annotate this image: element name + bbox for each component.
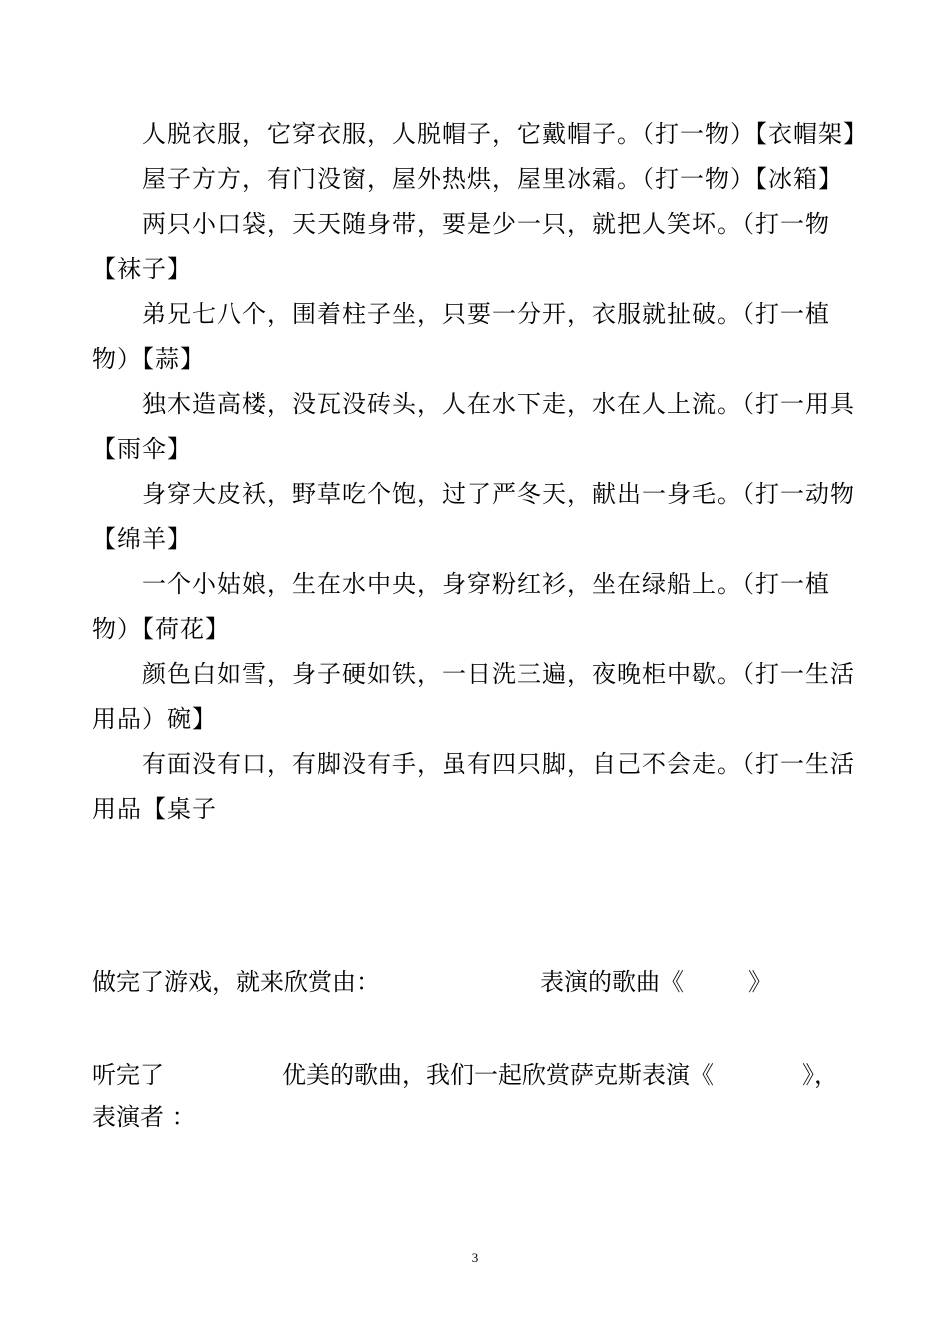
host-text: 》，	[802, 1061, 838, 1089]
host-text: 表演者 ：	[92, 1103, 196, 1131]
riddle-list	[92, 112, 868, 832]
riddle-paragraph: 身穿大皮袄，野草吃个饱，过了严冬天，献出一身毛。（打一动物【绵羊】	[92, 480, 855, 553]
riddle-paragraph: 弟兄七八个，围着柱子坐，只要一分开，衣服就扯破。（打一植物）【蒜】	[92, 300, 830, 373]
riddle-paragraph: 颜色白如雪，身子硬如铁，一日洗三遍，夜晚柜中歇。（打一生活用品）碗】	[92, 660, 855, 733]
host-line-song-intro	[92, 960, 772, 1005]
riddle-paragraph: 两只小口袋，天天随身带，要是少一只，就把人笑坏。（打一物【袜子】	[92, 210, 830, 283]
host-text: 表演的歌曲《	[540, 968, 684, 996]
riddle-paragraph: 有面没有口，有脚没有手，虽有四只脚，自己不会走。（打一生活用品【桌子	[92, 750, 855, 823]
riddle-paragraph: 人脱衣服，它穿衣服，人脱帽子，它戴帽子。（打一物）【衣帽架】	[142, 120, 868, 148]
riddle-paragraph: 独木造高楼，没瓦没砖头，人在水下走，水在人上流。（打一用具【雨伞】	[92, 390, 855, 463]
host-text: 听完了	[92, 1061, 164, 1089]
host-text: 做完了游戏，就来欣赏由：	[92, 968, 380, 996]
host-text: 》	[748, 968, 772, 996]
host-text: 优美的歌曲，我们一起欣赏萨克斯表演《	[282, 1061, 714, 1089]
page-number: 3	[471, 1250, 479, 1265]
riddle-paragraph: 屋子方方，有门没窗，屋外热烘，屋里冰霜。（打一物）【冰箱】	[142, 165, 843, 193]
riddle-paragraph: 一个小姑娘，生在水中央，身穿粉红衫，坐在绿船上。（打一植物）【荷花】	[92, 570, 830, 643]
host-line-performer	[92, 1095, 196, 1140]
host-line-sax-intro	[92, 1053, 838, 1098]
